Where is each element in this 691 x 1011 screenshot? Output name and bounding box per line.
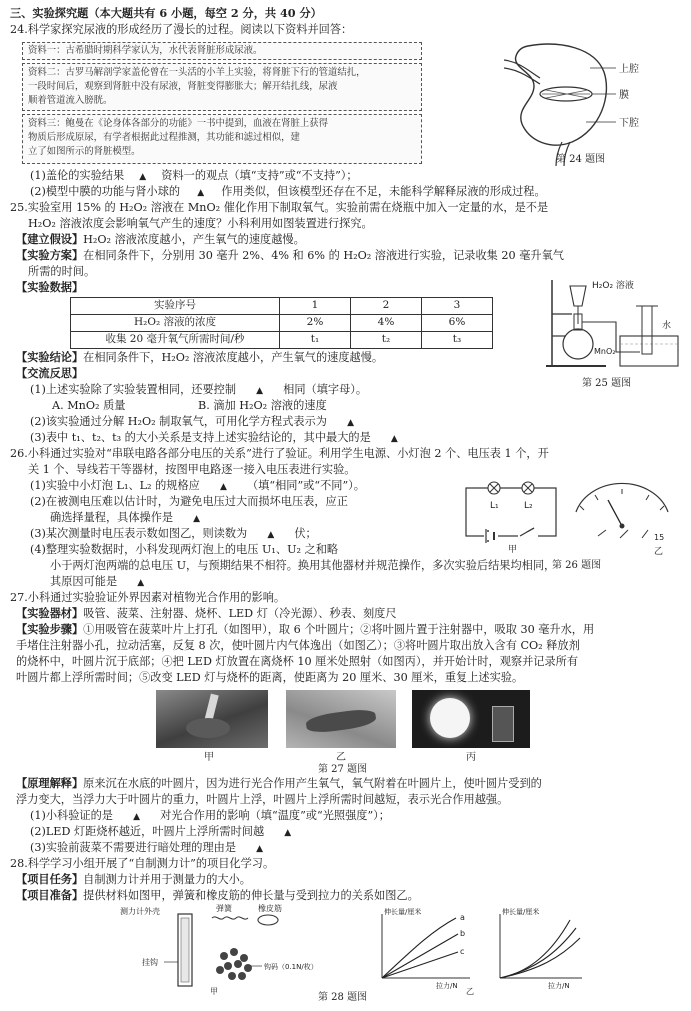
q24-kidney-model-figure xyxy=(500,38,680,166)
q26-s1-blank: ▲ xyxy=(219,482,227,492)
q25-plan-text: 在相同条件下，分别用 30 毫升 2%、4% 和 6% 的 H₂O₂ 溶液进行实验，记录收集 20 毫升氧气 xyxy=(83,249,564,262)
q25-data-label: 【实验数据】 xyxy=(16,280,84,294)
q27-principle-line2: 浮力变大，当浮力大于叶圆片的重力，叶圆片上浮，叶圆片上浮所需时间越短，表示光合作用越强。 xyxy=(16,793,509,806)
q26-s2-text: 确选择量程，具体操作是 xyxy=(50,511,174,524)
q27-steps-text1: ①用吸管在菠菜叶片上打孔（如图甲），取 6 个叶圆片；②将叶圆片置于注射器中，吸取 30 毫升水，用 xyxy=(83,623,595,636)
q24-q1-text-a: (1)盖伦的实验结果 xyxy=(30,169,125,182)
q25-r1-blank: ▲ xyxy=(256,386,264,396)
q26-step2-line1: (2)在被测电压难以估计时，为避免电压过大而损坏电压表，应正 xyxy=(30,495,348,508)
q25-r2-text: (2)该实验通过分解 H₂O₂ 制取氧气，可用化学方程式表示为 xyxy=(30,415,327,428)
q25-concl-label: 【实验结论】 xyxy=(16,350,84,364)
q26-step1 xyxy=(30,478,365,496)
q27-mat-text: 吸管、菠菜、注射器、烧杯、LED 灯（冷光源）、秒表、刻度尺 xyxy=(83,607,397,620)
q24-material3-line3: 立了如图所示的肾脏模型。 xyxy=(28,146,141,157)
q26-step4-line1: (4)整理实验数据时，小科发现两灯泡上的电压 U₁、U₂ 之和略 xyxy=(30,543,339,556)
q25-td-time-1: t₁ xyxy=(280,332,351,349)
q25-r1-option-b: B. 滴加 H₂O₂ 溶液的速度 xyxy=(198,399,327,412)
q26-step2-line2 xyxy=(50,510,217,528)
q27-p2-blank: ▲ xyxy=(284,828,292,838)
q25-th-trial: 实验序号 xyxy=(71,298,280,315)
table-row xyxy=(71,315,493,332)
q25-plan-label: 【实验方案】 xyxy=(16,248,84,262)
q25-th-3: 3 xyxy=(422,298,493,315)
q25-r1-text-a: (1)上述实验除了实验装置相同，还要控制 xyxy=(30,383,237,396)
q25-concl-text: 在相同条件下，H₂O₂ 溶液浓度越小，产生氧气的速度越慢。 xyxy=(83,351,384,364)
q28-label-weights: 钩码（0.1N/枚） xyxy=(264,963,318,971)
q26-s3-blank: ▲ xyxy=(267,530,275,540)
q24-label-lower-chamber: 下腔 xyxy=(619,118,639,129)
q25-data-table xyxy=(70,297,493,349)
q27-steps-label: 【实验步骤】 xyxy=(16,622,84,636)
q27-p1-blank: ▲ xyxy=(133,812,140,822)
q28-task-text: 自制测力计并用于测量力的大小。 xyxy=(83,873,251,886)
q24-question2 xyxy=(30,184,546,202)
q27-photo-label-jia: 甲 xyxy=(204,752,214,763)
q27-p2-text: (2)LED 灯距烧杯越近，叶圆片上浮所需时间越 xyxy=(30,825,265,838)
q24-material3-line1: 资料三：鲍曼在《论身体各部分的功能》一书中提到，血液在肾脏上获得 xyxy=(28,118,329,129)
q25-reflect2 xyxy=(30,414,371,432)
q26-s4-text: 其原因可能是 xyxy=(50,575,118,588)
q27-steps-line4: 叶圆片都上浮所需时间；⑤改变 LED 灯与烧杯的距离，使距离为 20 厘米、30 厘米，重复上述实验。 xyxy=(16,671,524,684)
q28-graph-label-c: c xyxy=(460,947,465,956)
q28-task-label: 【项目任务】 xyxy=(16,872,84,886)
q25-th-1: 1 xyxy=(280,298,351,315)
q24-q1-blank: ▲ xyxy=(139,172,147,182)
q25-hypothesis xyxy=(16,232,305,248)
q27-p3-blank: ▲ xyxy=(256,844,264,854)
q25-figure-caption: 第 25 题图 xyxy=(582,378,632,389)
q28-graph-left-ylabel: 伸长量/厘米 xyxy=(384,908,422,916)
q27-p2 xyxy=(30,824,308,842)
q24-material2-line2: 一段时间后，观察到肾脏中没有尿液，肾脏变得膨胀大；解开结扎线，尿液 xyxy=(28,81,338,92)
q25-stem-line1: 25.实验室用 15% 的 H₂O₂ 溶液在 MnO₂ 催化作用下制取氧气。实验前需在烧瓶中加入一定量的水，是不是 xyxy=(10,201,549,214)
q24-q2-blank: ▲ xyxy=(197,188,205,198)
q26-s1-text-b: （填“相同”或“不同”）。 xyxy=(246,479,365,492)
q26-s1-text-a: (1)实验中小灯泡 L₁、L₂ 的规格应 xyxy=(30,479,200,492)
q25-stem-line2: H₂O₂ 溶液浓度会影响氧气产生的速度？小科利用如图装置进行探究。 xyxy=(28,217,373,230)
q25-reflect3 xyxy=(30,430,414,448)
q28-label-jia: 甲 xyxy=(210,987,218,996)
q25-label-mno2: MnO₂ xyxy=(594,347,616,356)
q28-label-hook: 挂钩 xyxy=(142,958,158,967)
q24-figure-caption: 第 24 题图 xyxy=(556,154,606,165)
q27-mat-label: 【实验器材】 xyxy=(16,606,84,620)
q25-td-conc-3: 6% xyxy=(422,315,493,332)
q28-stem: 28.科学学习小组开展了“自制测力计”的项目化学习。 xyxy=(10,857,275,870)
q25-hyp-text: H₂O₂ 溶液浓度越小，产生氧气的速度越慢。 xyxy=(83,233,305,246)
q25-label-water: 水 xyxy=(662,321,672,331)
q26-label-yi: 乙 xyxy=(654,547,664,556)
q25-th-2: 2 xyxy=(351,298,422,315)
q25-reflect1 xyxy=(30,382,367,400)
q25-r3-text: (3)表中 t₁、t₂、t₃ 的大小关系是支持上述实验结论的，其中最大的是 xyxy=(30,431,371,444)
q27-steps-line3: 的烧杯中，叶圆片沉于底部；④把 LED 灯放置在离烧杯 10 厘米处照射（如图丙），并开始计时，观察并记录所有 xyxy=(16,655,579,668)
q26-s3-text-a: (3)某次测量时电压表示数如图乙，则读数为 xyxy=(30,527,248,540)
q28-figure-caption: 第 28 题图 xyxy=(318,992,368,1003)
q24-label-membrane: 膜 xyxy=(619,90,629,101)
q27-stem: 27.小科通过实验验证外界因素对植物光合作用的影响。 xyxy=(10,591,286,604)
q26-label-l1: L₁ xyxy=(490,501,499,511)
q24-q2-text-b: 作用类似，但该模型还存在不足，未能科学解释尿液的形成过程。 xyxy=(221,185,546,198)
q28-prep-text: 提供材料如图甲，弹簧和橡皮筋的伸长量与受到拉力的关系如图乙。 xyxy=(83,889,419,902)
q28-graph-right-ylabel: 伸长量/厘米 xyxy=(502,908,540,916)
q24-stem: 24.科学家探究尿液的形成经历了漫长的过程。阅读以下资料并回答： xyxy=(10,23,353,36)
q25-apparatus-figure xyxy=(536,274,686,374)
q26-stem-line2: 关 1 个、导线若干等器材，按图甲电路逐一接入电压表进行实验。 xyxy=(28,463,356,476)
q28-task xyxy=(16,872,251,888)
q27-steps-line1 xyxy=(16,622,594,638)
q26-figure-caption: 第 26 题图 xyxy=(552,560,602,571)
q27-p3-text: (3)实验前菠菜不需要进行暗处理的理由是 xyxy=(30,841,237,854)
q24-q2-text-a: (2)模型中膜的功能与肾小球的 xyxy=(30,185,181,198)
q26-s4-blank: ▲ xyxy=(137,578,145,588)
q26-s2-blank: ▲ xyxy=(193,514,201,524)
q25-r3-blank: ▲ xyxy=(390,434,398,444)
q27-principle-text1: 原来沉在水底的叶圆片，因为进行光合作用产生氧气，氧气附着在叶圆片上，使叶圆片受到的 xyxy=(83,777,542,790)
q24-material2-line3: 顺着管道流入膀胱。 xyxy=(28,95,113,106)
q25-td-time-2: t₂ xyxy=(351,332,422,349)
q27-figure-caption: 第 27 题图 xyxy=(318,764,368,775)
q28-materials-figure xyxy=(120,904,320,996)
q26-label-jia: 甲 xyxy=(508,545,518,555)
q24-question1 xyxy=(30,168,358,186)
q25-hyp-label: 【建立假设】 xyxy=(16,232,84,246)
q25-td-time-label: 收集 20 毫升氧气所需时间/秒 xyxy=(71,332,280,349)
q26-circuit-figure xyxy=(458,478,686,556)
table-row xyxy=(71,332,493,349)
q27-photo-yi xyxy=(286,690,396,748)
q25-r2-blank: ▲ xyxy=(347,418,354,428)
q25-r1-text-b: 相同（填字母）。 xyxy=(283,383,368,396)
q28-graph-left-xlabel: 拉力/N xyxy=(436,982,458,990)
q27-steps-line2: 手堵住注射器小孔，拉动活塞，反复 8 次，使叶圆片内气体逸出（如图乙）；③将叶圆片取出放入含有 CO₂ 释放剂 xyxy=(16,639,580,652)
q28-graph-label-yi: 乙 xyxy=(466,987,474,996)
q28-graph-yi-left xyxy=(370,906,480,996)
q25-td-conc-2: 4% xyxy=(351,315,422,332)
q24-material3-line2: 物质后形成原尿，有学者根据此过程推测，其功能和滤过相似，建 xyxy=(28,132,300,143)
q25-plan-line1 xyxy=(16,248,564,264)
q25-label-h2o2: H₂O₂ 溶液 xyxy=(592,281,634,291)
q28-label-rubber: 橡皮筋 xyxy=(258,904,282,913)
q27-principle-label: 【原理解释】 xyxy=(16,776,84,790)
q25-reflect-label: 【交流反思】 xyxy=(16,366,84,380)
q27-photo-label-yi: 乙 xyxy=(336,752,346,763)
q27-photo-label-bing: 丙 xyxy=(466,752,476,763)
q25-td-time-3: t₃ xyxy=(422,332,493,349)
q28-graph-yi-right xyxy=(490,906,590,996)
table-row xyxy=(71,298,493,315)
q28-label-spring: 弹簧 xyxy=(216,904,232,913)
q27-p1-text-a: (1)小科验证的是 xyxy=(30,809,113,822)
q25-td-conc-label: H₂O₂ 溶液的浓度 xyxy=(71,315,280,332)
q26-label-l2: L₂ xyxy=(524,501,533,511)
q28-graph-label-b: b xyxy=(460,929,466,938)
q27-photo-jia xyxy=(156,690,268,748)
q25-r1-option-a: A. MnO₂ 质量 xyxy=(52,399,126,412)
q26-stem-line1: 26.小科通过实验对“串联电路各部分电压的关系”进行了验证。利用学生电源、小灯泡 2 个、电压表 1 个，开 xyxy=(10,447,549,460)
q25-conclusion xyxy=(16,350,383,366)
q26-label-15: 15 xyxy=(654,533,665,542)
q27-p1-text-b: 对光合作用的影响（填“温度”或“光照强度”）； xyxy=(160,809,390,822)
q26-s3-text-b: 伏； xyxy=(294,527,317,540)
section-title: 三、实验探究题（本大题共有 6 小题，每空 2 分，共 40 分） xyxy=(10,6,322,20)
q27-materials xyxy=(16,606,397,622)
q27-photo-bing xyxy=(412,690,530,748)
q28-label-shell: 测力计外壳 xyxy=(120,907,160,916)
q26-step4-line2: 小于两灯泡两端的总电压 U，与预期结果不相符。换用其他器材并规范操作，多次实验后结果均相同， xyxy=(50,559,556,572)
q24-q1-text-b: 资料一的观点（填“支持”或“不支持”）； xyxy=(161,169,358,182)
q25-plan-line2: 所需的时间。 xyxy=(28,265,96,278)
q24-material1: 资料一：古希腊时期科学家认为，水代表肾脏形成尿液。 xyxy=(28,45,263,56)
q28-prep xyxy=(16,888,419,904)
q27-principle-line1 xyxy=(16,776,542,792)
q28-graph-label-a: a xyxy=(460,913,465,922)
q25-td-conc-1: 2% xyxy=(280,315,351,332)
q27-p3 xyxy=(30,840,280,858)
q28-graph-right-xlabel: 拉力/N xyxy=(548,982,570,990)
q26-step3 xyxy=(30,526,317,544)
q24-material2-line1: 资料二：古罗马解剖学家盖伦曾在一头活的小羊上实验，将肾脏下行的管道结扎， xyxy=(28,67,366,78)
q27-p1 xyxy=(30,808,390,826)
q26-step4-line3 xyxy=(50,574,161,592)
q24-label-upper-chamber: 上腔 xyxy=(619,64,639,75)
q28-prep-label: 【项目准备】 xyxy=(16,888,84,902)
